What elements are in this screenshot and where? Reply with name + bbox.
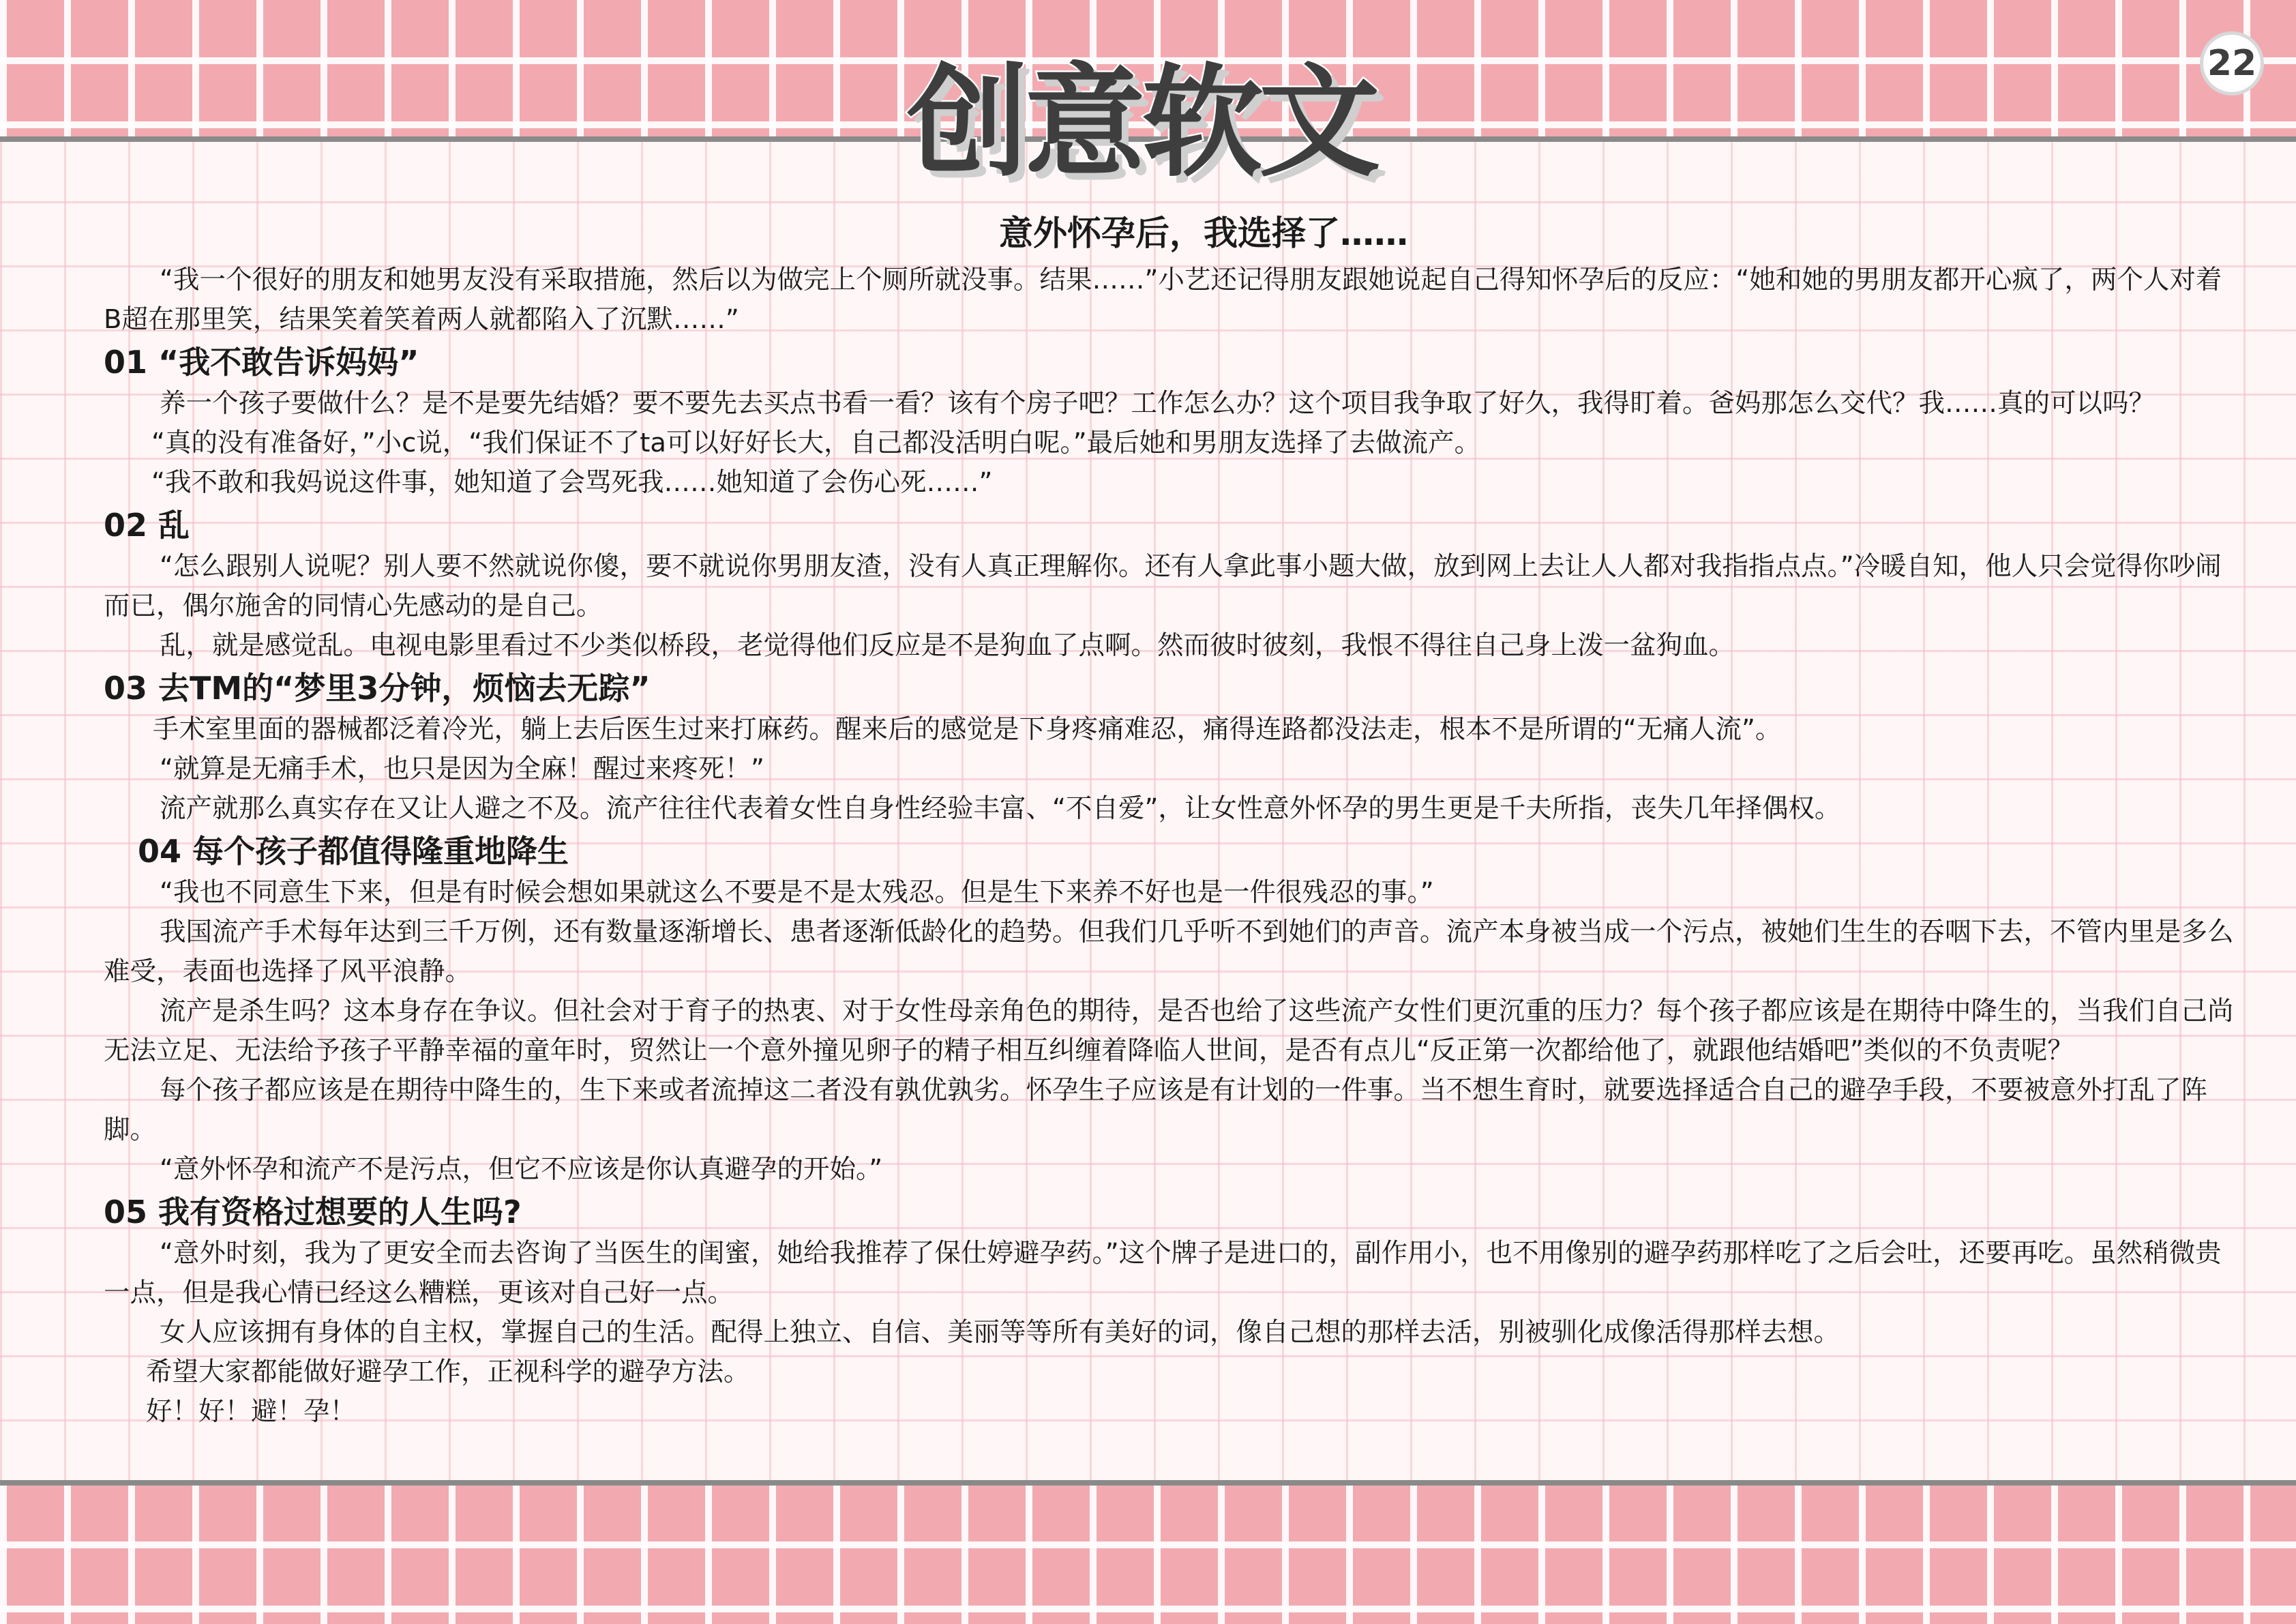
paragraph: 乱，就是感觉乱。电视电影里看过不少类似桥段，老觉得他们反应是不是狗血了点啊。然而彼时彼刻，我恨不得往自己身上泼一盆狗血。 xyxy=(160,630,1735,661)
paragraph: 流产是杀生吗？这本身存在争议。但社会对于育子的热衷、对于女性母亲角色的期待，是否也给了这些流产女性们更沉重的压力？每个孩子都应该是在期待中降生的，当我们自己尚无法立足、无法给予孩子平静幸福的童年时，贸然让一个意外撞见卵子的精子相互纠缠着降临人世间，是否有点儿“反正第一次都给他了，就跟他结婚吧”类似的不负责呢？ xyxy=(104,996,2234,1066)
article-body xyxy=(104,206,2235,1432)
section-heading-04: 04 每个孩子都值得隆重地降生 xyxy=(138,833,569,870)
paragraph: 我国流产手术每年达到三千万例，还有数量逐渐增长、患者逐渐低龄化的趋势。但我们几乎听不到她们的声音。流产本身被当成一个污点，被她们生生的吞咽下去，不管内里是多么难受，表面也选择了风平浪静。 xyxy=(104,917,2234,987)
paragraph: “就算是无痛手术，也只是因为全麻！醒过来疼死！” xyxy=(160,754,764,784)
paragraph: 流产就那么真实存在又让人避之不及。流产往往代表着女性自身性经验丰富、“不自爱”，让女性意外怀孕的男生更是千夫所指，丧失几年择偶权。 xyxy=(160,793,1841,824)
paragraph: 每个孩子都应该是在期待中降生的，生下来或者流掉这二者没有孰优孰劣。怀孕生子应该是有计划的一件事。当不想生育时，就要选择适合自己的避孕手段，不要被意外打乱了阵脚。 xyxy=(104,1075,2208,1145)
paragraph: “意外时刻，我为了更安全而去咨询了当医生的闺蜜，她给我推荐了保仕婷避孕药。”这个牌子是进口的，副作用小，也不用像别的避孕药那样吃了之后会吐，还要再吃。虽然稍微贵一点，但是我心情已经这么糟糕，更该对自己好一点。 xyxy=(104,1238,2222,1308)
paragraph: “真的没有准备好，”小c说，“我们保证不了ta可以好好长大，自己都没活明白呢。”最后她和男朋友选择了去做流产。 xyxy=(151,428,1481,458)
bottom-plaid-band xyxy=(0,1484,2296,1624)
section-heading-02: 02 乱 xyxy=(104,507,190,544)
bottom-divider xyxy=(0,1480,2296,1486)
section-heading-03: 03 去TM的“梦里3分钟，烦恼去无踪” xyxy=(104,670,651,707)
paragraph: 手术室里面的器械都泛着冷光，躺上去后医生过来打麻药。醒来后的感觉是下身疼痛难忍，痛得连路都没法走，根本不是所谓的“无痛人流”。 xyxy=(153,714,1782,745)
paragraph: “我也不同意生下来，但是有时候会想如果就这么不要是不是太残忍。但是生下来养不好也是一件很残忍的事。” xyxy=(160,877,1434,908)
paragraph: “怎么跟别人说呢？别人要不然就说你傻，要不就说你男朋友渣，没有人真正理解你。还有人拿此事小题大做，放到网上去让人人都对我指指点点。”冷暖自知，他人只会觉得你吵闹而已，偶尔施舍的同情心先感动的是自己。 xyxy=(104,551,2222,621)
paragraph: 希望大家都能做好避孕工作，正视科学的避孕方法。 xyxy=(146,1357,750,1387)
paragraph: 养一个孩子要做什么？是不是要先结婚？要不要先去买点书看一看？该有个房子吧？工作怎么办？这个项目我争取了好久，我得盯着。爸妈那怎么交代？我……真的可以吗？ xyxy=(160,388,2156,419)
paragraph: “意外怀孕和流产不是污点，但它不应该是你认真避孕的开始。” xyxy=(160,1154,883,1185)
article-title: 意外怀孕后，我选择了…… xyxy=(999,213,1408,253)
paragraph: 好！好！避！孕！ xyxy=(146,1396,357,1427)
section-heading-01: 01 “我不敢告诉妈妈” xyxy=(104,344,419,381)
paragraph: “我不敢和我妈说这件事，她知道了会骂死我……她知道了会伤心死……” xyxy=(151,467,993,498)
intro-paragraph: “我一个很好的朋友和她男友没有采取措施，然后以为做完上个厕所就没事。结果……”小艺还记得朋友跟她说起自己得知怀孕后的反应：“她和她的男朋友都开心疯了，两个人对着B超在那里笑，结果笑着笑着两人就都陷入了沉默……” xyxy=(104,265,2222,335)
page-number-badge: 22 xyxy=(2200,31,2264,95)
paragraph: 女人应该拥有身体的自主权，掌握自己的生活。配得上独立、自信、美丽等等所有美好的词，像自己想的那样去活，别被驯化成像活得那样去想。 xyxy=(160,1317,1840,1348)
page-title: 创意软文 xyxy=(907,52,1376,193)
section-heading-05: 05 我有资格过想要的人生吗? xyxy=(104,1194,522,1230)
